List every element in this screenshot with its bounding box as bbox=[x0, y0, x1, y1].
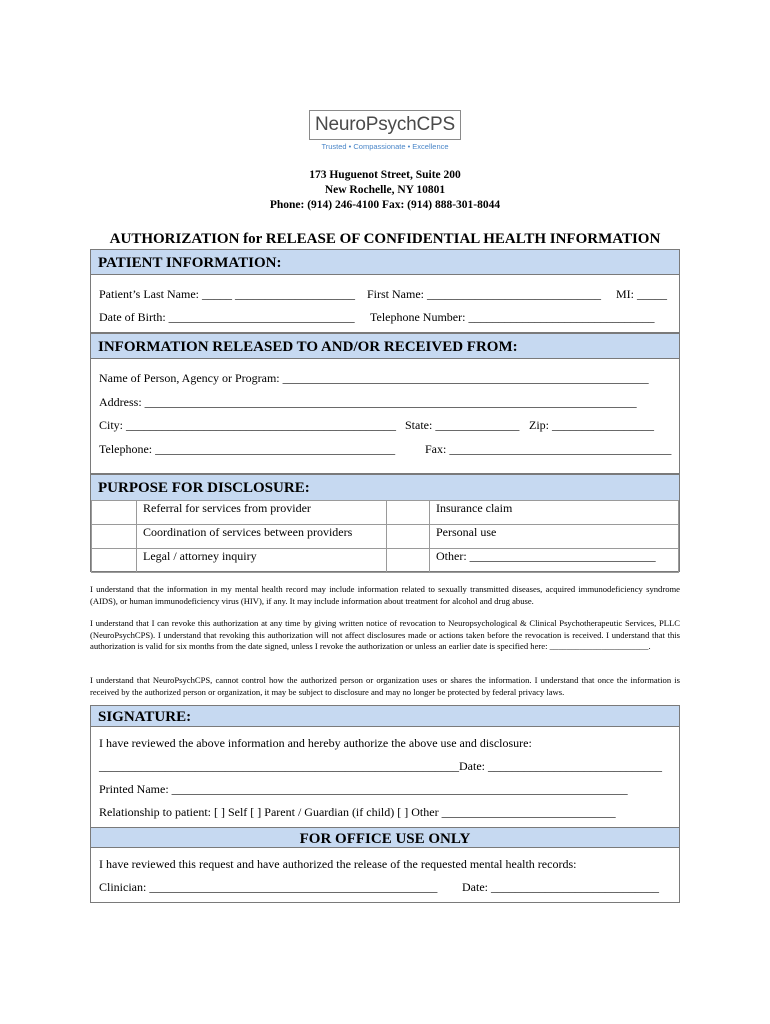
clinician-field[interactable]: Clinician: ________________________________________________ bbox=[99, 880, 438, 894]
purpose-option-other[interactable]: Other: _______________________________ bbox=[430, 549, 679, 573]
office-date-field[interactable]: Date: ____________________________ bbox=[462, 880, 659, 894]
dob-field[interactable]: Date of Birth: _______________________________ bbox=[99, 310, 355, 324]
telephone-number-field[interactable]: Telephone Number: _______________________________ bbox=[370, 310, 655, 324]
address-line-1: 173 Huguenot Street, Suite 200 bbox=[309, 169, 461, 181]
purpose-row bbox=[92, 549, 679, 573]
purpose-option-legal: Legal / attorney inquiry bbox=[137, 549, 387, 573]
patient-heading: PATIENT INFORMATION: bbox=[91, 250, 679, 275]
purpose-checkbox-referral[interactable] bbox=[92, 501, 137, 525]
office-use-heading: FOR OFFICE USE ONLY bbox=[91, 827, 679, 848]
purpose-option-coordination: Coordination of services between providers bbox=[137, 525, 387, 549]
purpose-checkbox-insurance[interactable] bbox=[387, 501, 430, 525]
signature-date-field[interactable]: Date: _____________________________ bbox=[459, 759, 662, 773]
address-line-3: Phone: (914) 246-4100 Fax: (914) 888-301-8044 bbox=[269, 199, 501, 211]
purpose-checkbox-personal[interactable] bbox=[387, 525, 430, 549]
release-telephone-field[interactable]: Telephone: ________________________________________ bbox=[99, 442, 396, 456]
statement-revocation: I understand that I can revoke this authorization at any time by giving written notice of revocation to Neuropsychological & Clinical Psychotherapeutic Services, PLLC (NeuroPsychCPS). I understand that revoking this authorization will not affect disclosures made or actions taken before the revocation is received. I understand that this authorization is valid for six months from the date signed, unless I revoke the authorization or unless an earlier date is specified here: _______________________. bbox=[90, 618, 680, 651]
signature-consent-text: I have reviewed the above information and hereby authorize the above use and disclosure: bbox=[99, 736, 532, 750]
purpose-row bbox=[92, 525, 679, 549]
logo bbox=[309, 110, 461, 140]
release-section bbox=[90, 333, 680, 474]
signature-line[interactable]: ____________________________________________________________ bbox=[99, 759, 459, 773]
release-zip-field[interactable]: Zip: _________________ bbox=[529, 418, 654, 432]
release-heading: INFORMATION RELEASED TO AND/OR RECEIVED FROM: bbox=[91, 333, 679, 359]
purpose-checkbox-coordination[interactable] bbox=[92, 525, 137, 549]
patient-section bbox=[90, 249, 680, 333]
purpose-row bbox=[92, 501, 679, 525]
office-review-text: I have reviewed this request and have authorized the release of the requested mental health records: bbox=[99, 857, 577, 871]
address-line-2: New Rochelle, NY 10801 bbox=[324, 184, 446, 196]
mi-field[interactable]: MI: _____ bbox=[616, 287, 667, 301]
signature-heading: SIGNATURE: bbox=[91, 706, 679, 727]
release-name-field[interactable]: Name of Person, Agency or Program: _____________________________________________________________ bbox=[99, 371, 649, 385]
logo-name: NeuroPsychCPS bbox=[315, 114, 455, 135]
statement-redisclosure: I understand that NeuroPsychCPS, cannot control how the authorized person or organization uses or shares the information. I understand that once the information is received by the authorized person or organization, it may be subject to disclosure and may no longer be protected by federal privacy laws. bbox=[90, 675, 680, 697]
purpose-checkbox-legal[interactable] bbox=[92, 549, 137, 573]
last-name-field[interactable]: Patient’s Last Name: _____ ____________________ bbox=[99, 287, 355, 301]
purpose-option-referral: Referral for services from provider bbox=[137, 501, 387, 525]
release-state-field[interactable]: State: ______________ bbox=[405, 418, 520, 432]
statement-disclosure-content: I understand that the information in my mental health record may include information related to sexually transmitted diseases, acquired immunodeficiency syndrome (AIDS), or human immunodeficiency virus (HIV), if any. It may include information about treatment for alcohol and drug abuse. bbox=[90, 584, 680, 606]
release-fax-field[interactable]: Fax: _____________________________________ bbox=[425, 442, 672, 456]
printed-name-field[interactable]: Printed Name: ____________________________________________________________________________ bbox=[99, 782, 628, 796]
first-name-field[interactable]: First Name: _____________________________ bbox=[367, 287, 601, 301]
purpose-heading: PURPOSE FOR DISCLOSURE: bbox=[91, 474, 679, 500]
purpose-table bbox=[91, 500, 679, 573]
signature-section bbox=[90, 705, 680, 903]
purpose-checkbox-other[interactable] bbox=[387, 549, 430, 573]
logo-tagline: Trusted • Compassionate • Excellence bbox=[321, 142, 449, 151]
purpose-section bbox=[90, 474, 680, 572]
purpose-option-personal: Personal use bbox=[430, 525, 679, 549]
purpose-option-insurance: Insurance claim bbox=[430, 501, 679, 525]
relationship-field[interactable]: Relationship to patient: [ ] Self [ ] Parent / Guardian (if child) [ ] Other _____________________________ bbox=[99, 805, 616, 819]
form-title: AUTHORIZATION for RELEASE OF CONFIDENTIAL HEALTH INFORMATION bbox=[109, 231, 661, 247]
release-address-field[interactable]: Address: __________________________________________________________________________________ bbox=[99, 395, 637, 409]
release-city-field[interactable]: City: _____________________________________________ bbox=[99, 418, 397, 432]
